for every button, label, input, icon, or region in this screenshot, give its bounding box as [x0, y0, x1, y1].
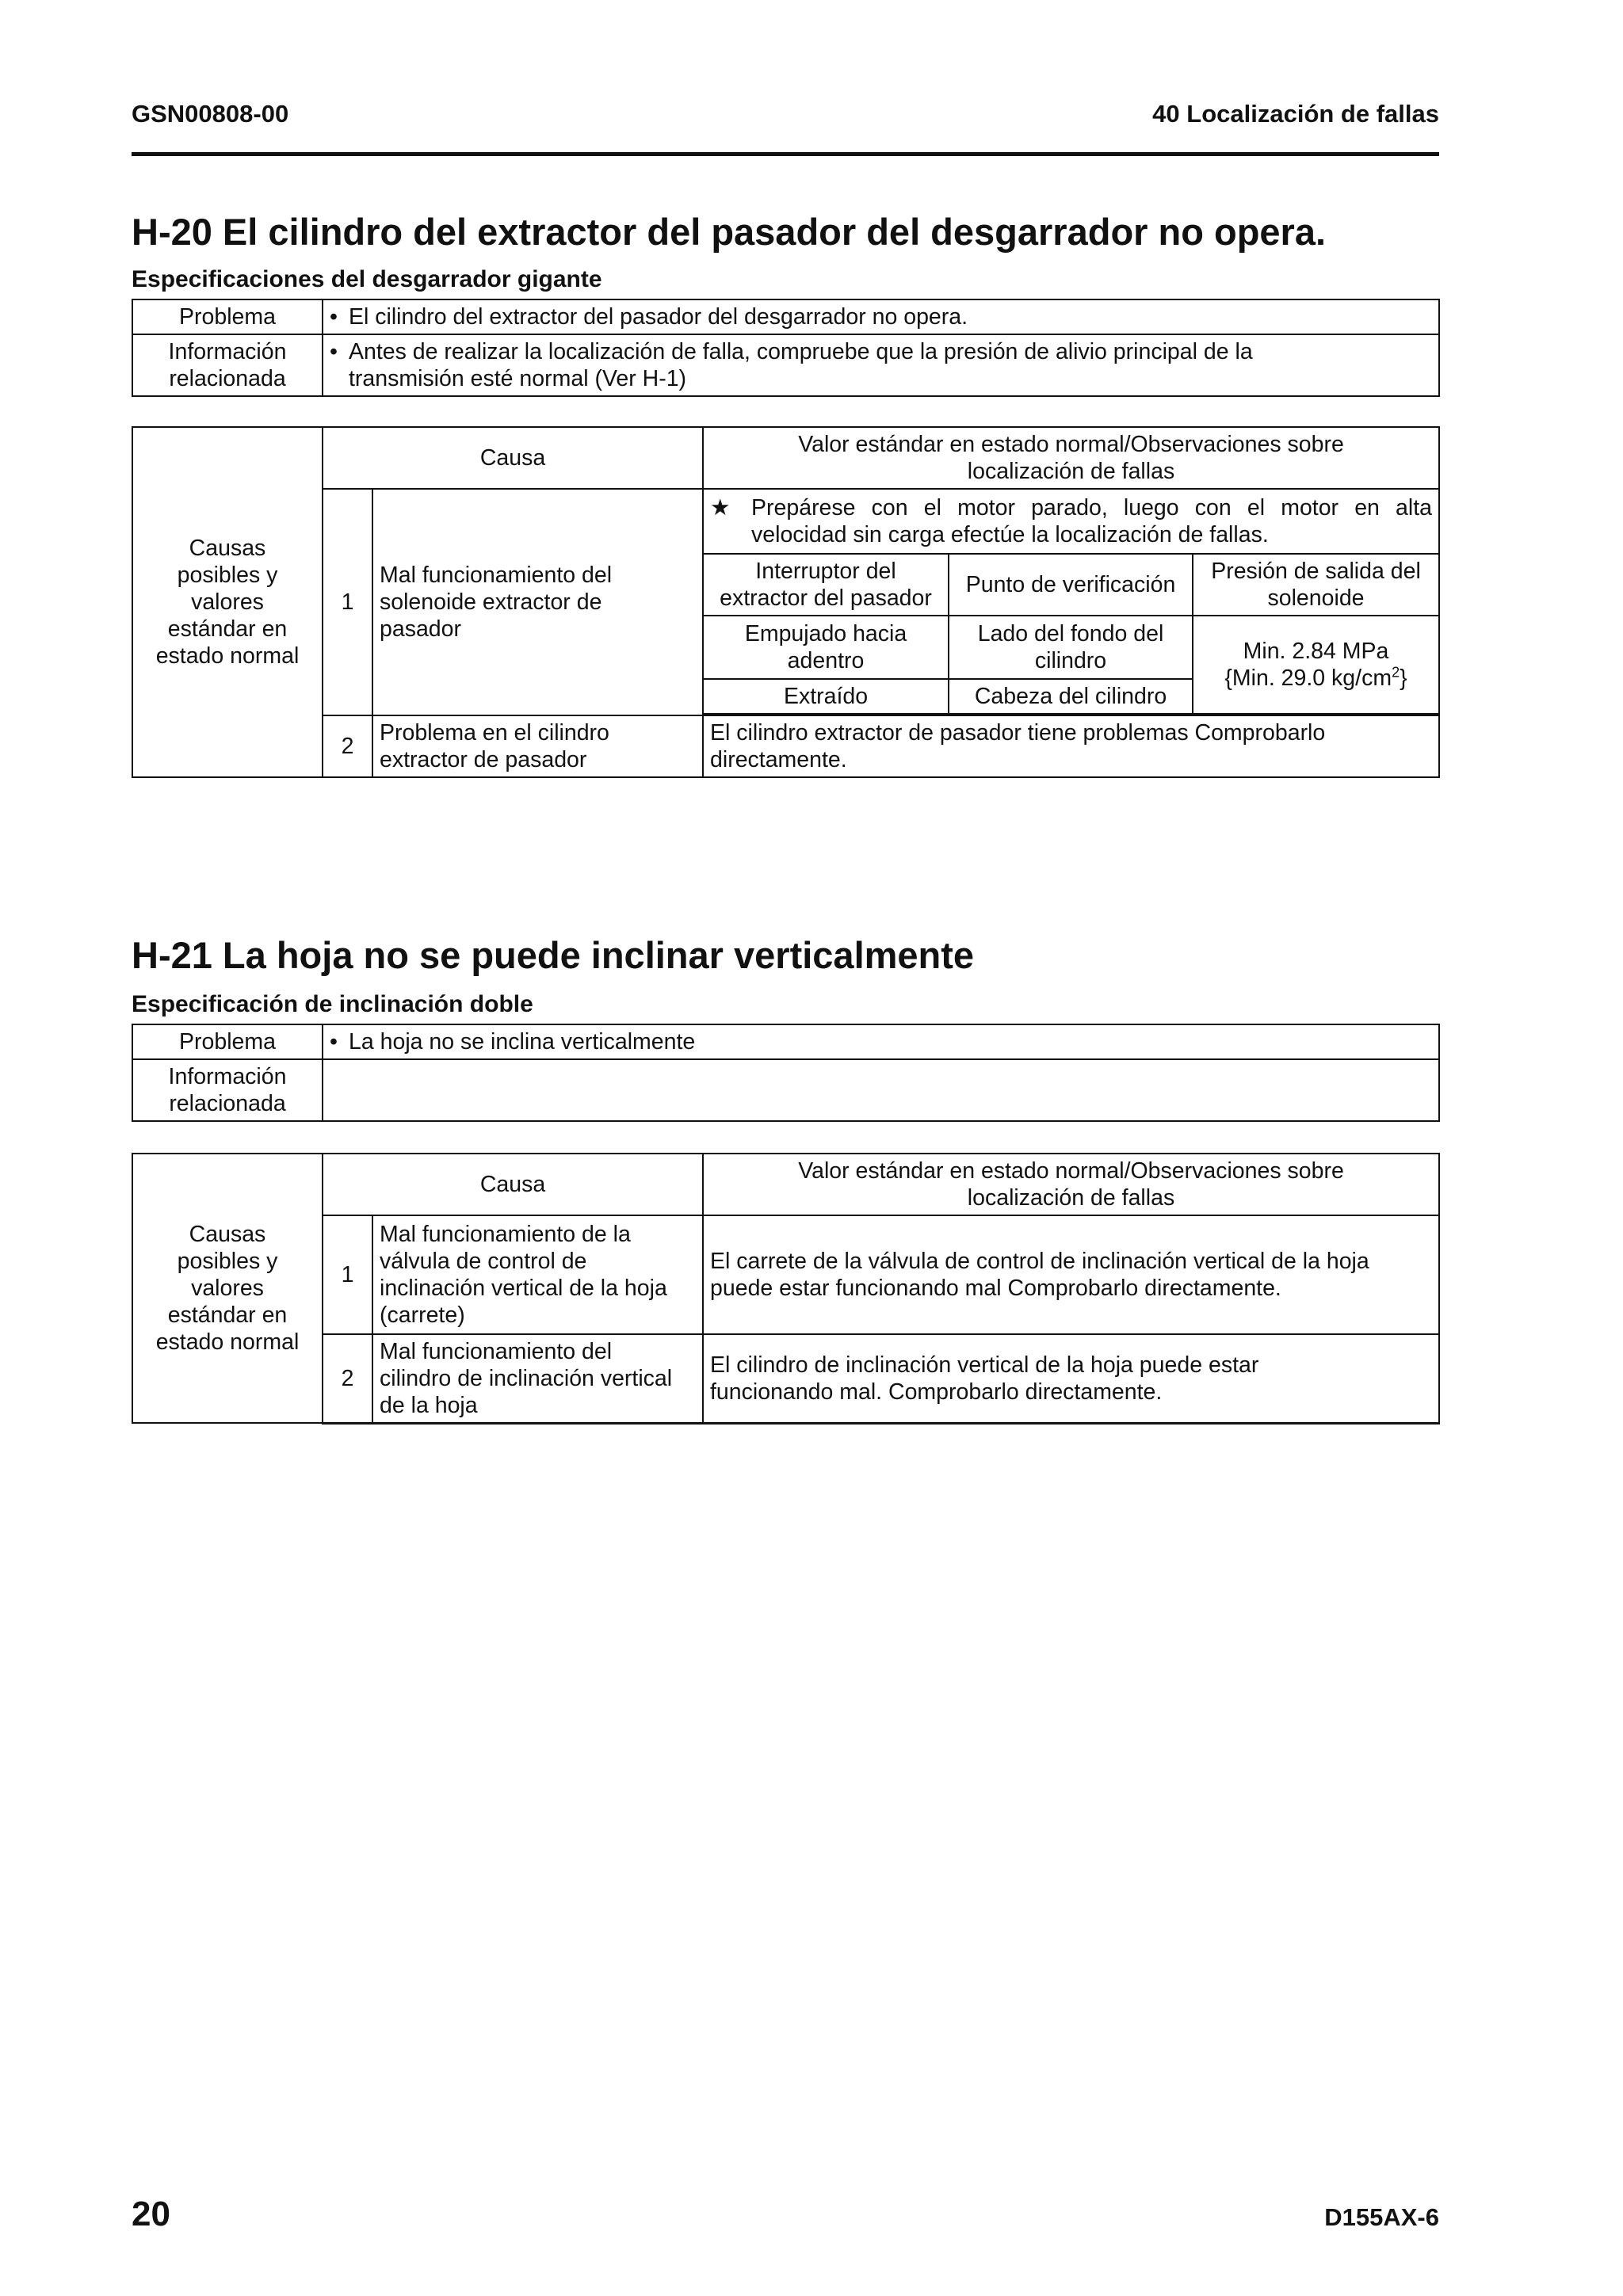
h20-row1-cause-line: Mal funcionamiento del — [380, 563, 613, 588]
h21-spec-heading: Especificación de inclinación doble — [132, 991, 533, 1017]
h20-title: H-20 El cilindro del extractor del pasador del desgarrador no opera. — [132, 211, 1327, 253]
h20-col-switch-line: Interruptor del — [755, 559, 896, 584]
h20-problem-text: El cilindro del extractor del pasador del desgarrador no opera. — [349, 304, 968, 330]
h20-causes-label-line: posibles y — [177, 563, 278, 588]
h20-causes-table — [132, 426, 1440, 778]
h21-causes-table — [132, 1153, 1440, 1425]
h20-pressure-kg-close: } — [1400, 666, 1407, 691]
h21-problem-table — [132, 1024, 1440, 1122]
h20-causes-label-line: estándar en — [167, 616, 288, 642]
h20-point-bottom-line: Lado del fondo del — [977, 621, 1164, 646]
h21-row2-text-line1: El cilindro de inclinación vertical de la hoja puede estar — [710, 1352, 1259, 1378]
h20-pressure-value-kg — [1200, 665, 1432, 692]
h20-row1-note-cell — [703, 489, 1439, 554]
h20-problem-label: Problema — [132, 299, 323, 334]
h20-row1-cause-line: solenoide extractor de — [380, 589, 602, 615]
h21-row1-text-line2: puede estar funcionando mal Comprobarlo directamente. — [710, 1276, 1281, 1301]
h20-pressure-value — [1193, 616, 1439, 714]
h20-state-pushed — [703, 616, 949, 679]
h21-row1-text-line1: El carrete de la válvula de control de inclinación vertical de la hoja — [710, 1249, 1369, 1274]
h21-info-label-line1: Información — [168, 1064, 287, 1089]
h20-col-switch-header — [703, 554, 949, 616]
h20-causes-label-line: Causas — [189, 536, 266, 561]
h21-row1-cause-line: válvula de control de — [380, 1249, 587, 1274]
h20-row1-cause — [372, 489, 703, 715]
h20-pressure-kg-text: {Min. 29.0 kg/cm — [1224, 666, 1392, 691]
page-header — [132, 100, 1439, 128]
h20-col-pressure-line: Presión de salida del — [1211, 559, 1421, 584]
h20-row2-text-line2: directamente. — [710, 747, 847, 772]
h20-col-pressure-header — [1193, 554, 1439, 616]
h21-row1-cause — [372, 1215, 703, 1334]
h21-causes-label-line: estado normal — [155, 1329, 300, 1355]
page-number: 20 — [132, 2195, 170, 2233]
h20-point-head: Cabeza del cilindro — [949, 679, 1193, 714]
h20-info-label-line2: relacionada — [169, 366, 286, 391]
h21-row1-text — [703, 1215, 1439, 1334]
h21-row2-cause — [372, 1334, 703, 1423]
h20-pressure-value-mpa: Min. 2.84 MPa — [1243, 639, 1389, 664]
h21-row2-cause-line: de la hoja — [380, 1392, 478, 1418]
h20-point-bottom — [949, 616, 1193, 679]
h21-causes-label — [132, 1154, 323, 1423]
page-footer — [132, 2195, 1439, 2234]
h20-valor-header — [703, 427, 1439, 489]
h21-info-label — [132, 1059, 323, 1121]
h21-problem-cell — [323, 1024, 1439, 1059]
h21-valor-header — [703, 1154, 1439, 1215]
h20-row2-cause-line: Problema en el cilindro — [380, 720, 609, 746]
h20-spec-heading: Especificaciones del desgarrador gigante — [132, 266, 602, 292]
h20-valor-header-line2: localización de fallas — [967, 459, 1175, 484]
h21-row1-cause-line: inclinación vertical de la hoja — [380, 1276, 667, 1301]
h20-problem-cell — [323, 299, 1439, 334]
h20-point-bottom-line: cilindro — [1034, 648, 1107, 673]
h21-valor-header-line2: localización de fallas — [967, 1185, 1175, 1211]
h21-row1-number: 1 — [323, 1215, 372, 1334]
h21-info-cell — [323, 1059, 1439, 1121]
h21-row2-text-line2: funcionando mal. Comprobarlo directamente. — [710, 1379, 1163, 1405]
h20-col-check-header: Punto de verificación — [949, 554, 1193, 616]
h21-problem-text: La hoja no se inclina verticalmente — [349, 1029, 696, 1055]
h20-state-pushed-line: Empujado hacia — [744, 621, 907, 646]
h20-row1-note: Prepárese con el motor parado, luego con el motor en alta velocidad sin carga efectúe la localización de fallas. — [751, 495, 1432, 547]
h21-causa-header: Causa — [323, 1154, 703, 1215]
star-icon: ★ — [710, 495, 731, 521]
h20-causes-label-line: estado normal — [155, 643, 300, 669]
h20-row2-text — [703, 715, 1439, 777]
h21-causes-label-line: posibles y — [177, 1249, 278, 1274]
h20-row1-number: 1 — [323, 489, 372, 715]
h21-causes-label-line: estándar en — [167, 1302, 288, 1328]
document-code: GSN00808-00 — [132, 100, 289, 128]
h20-info-text-line2: transmisión esté normal (Ver H-1) — [349, 366, 687, 391]
h21-row2-cause-line: Mal funcionamiento del — [380, 1338, 613, 1364]
h20-row2-number: 2 — [323, 715, 372, 777]
h21-title: H-21 La hoja no se puede inclinar verticalmente — [132, 934, 975, 976]
h20-info-cell — [323, 334, 1439, 396]
h21-row1-cause-line: (carrete) — [380, 1302, 465, 1328]
h20-info-text-line1: Antes de realizar la localización de falla, compruebe que la presión de alivio principal de la — [349, 339, 1253, 364]
h20-problem-table — [132, 299, 1440, 397]
h21-row2-text — [703, 1334, 1439, 1423]
h20-causes-label-line: valores — [191, 589, 264, 615]
h21-problem-label: Problema — [132, 1024, 323, 1059]
h20-row2-cause — [372, 715, 703, 777]
h21-row1-cause-line: Mal funcionamiento de la — [380, 1222, 631, 1247]
bullet-icon: • — [330, 304, 338, 330]
section-name: 40 Localización de fallas — [1152, 100, 1439, 128]
h21-row2-cause-line: cilindro de inclinación vertical — [380, 1365, 673, 1391]
h20-row2-text-line1: El cilindro extractor de pasador tiene problemas Comprobarlo — [710, 720, 1326, 746]
h20-valor-header-line1: Valor estándar en estado normal/Observaciones sobre — [798, 432, 1344, 457]
h20-causa-header: Causa — [323, 427, 703, 489]
h20-info-label — [132, 334, 323, 396]
bullet-icon: • — [330, 339, 338, 364]
h20-info-text — [349, 338, 1253, 392]
h21-info-label-line2: relacionada — [169, 1091, 286, 1116]
h21-causes-label-line: Causas — [189, 1222, 266, 1247]
h20-pressure-kg-sup: 2 — [1392, 664, 1400, 681]
h21-row2-number: 2 — [323, 1334, 372, 1423]
h20-causes-label — [132, 427, 323, 777]
h20-state-pushed-line: adentro — [787, 648, 865, 673]
header-rule — [132, 152, 1439, 156]
h20-col-pressure-line: solenoide — [1267, 585, 1365, 611]
bullet-icon: • — [330, 1029, 338, 1055]
model-code: D155AX-6 — [1324, 2203, 1439, 2231]
h20-row2-cause-line: extractor de pasador — [380, 747, 587, 772]
h20-state-extracted: Extraído — [703, 679, 949, 714]
h21-causes-label-line: valores — [191, 1276, 264, 1301]
h20-row1-cause-line: pasador — [380, 616, 461, 642]
h20-col-switch-line: extractor del pasador — [720, 585, 932, 611]
h21-valor-header-line1: Valor estándar en estado normal/Observaciones sobre — [798, 1158, 1344, 1184]
h20-info-label-line1: Información — [168, 339, 287, 364]
